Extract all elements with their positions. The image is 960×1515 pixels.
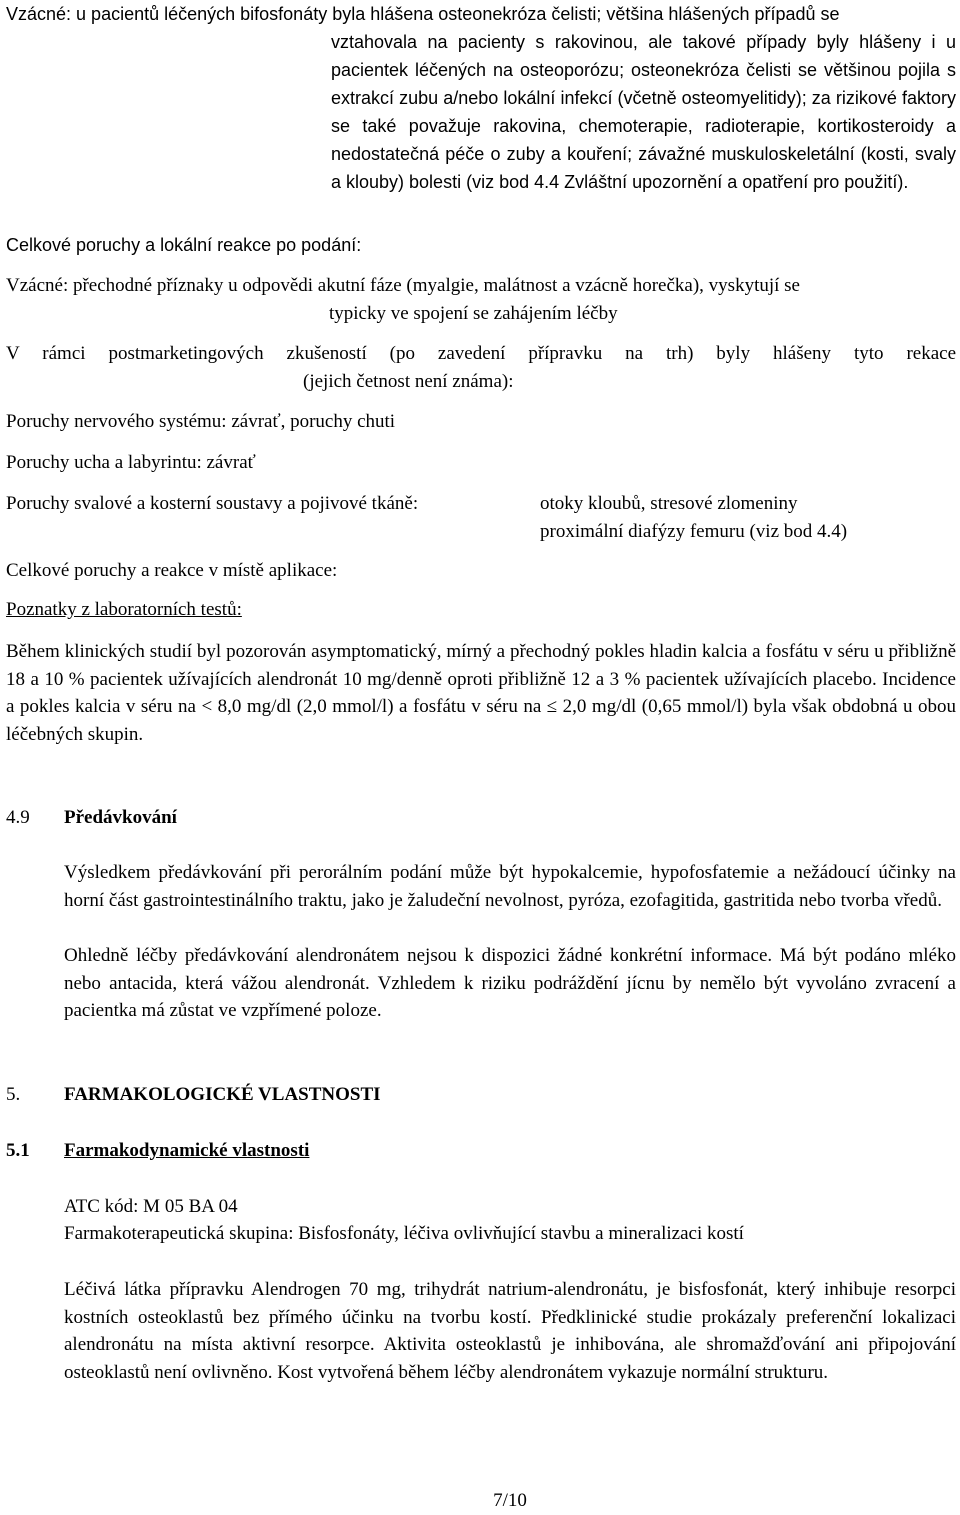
atc-code: ATC kód: M 05 BA 04 bbox=[64, 1196, 238, 1217]
musculoskeletal-line-2: proximální diafýzy femuru (viz bod 4.4) bbox=[540, 521, 848, 542]
nervous-system-line: Poruchy nervového systému: závrať, poruchy chuti bbox=[6, 411, 396, 432]
rare-jaw-paragraph bbox=[6, 0, 956, 196]
section-5-number: 5. bbox=[6, 1084, 21, 1105]
overdose-paragraph-2: Ohledně léčby předávkování alendronátem nejsou k dispozici žádné konkrétní informace. Má být podáno mléko nebo antacida, která vážou alendronát. Vzhledem k riziku podráždění jícnu by nemělo být vyvoláno zvracení a pacientka má zůstat ve vzpřímené poloze. bbox=[64, 945, 956, 1021]
postmarketing-rest: (jejich četnost není známa): bbox=[303, 370, 514, 392]
lab-findings-heading: Poznatky z laboratorních testů: bbox=[6, 599, 242, 620]
section-5-1-title: Farmakodynamické vlastnosti bbox=[64, 1140, 310, 1161]
pharmacotherapeutic-group: Farmakoterapeutická skupina: Bisfosfonáty, léčiva ovlivňující stavbu a mineralizaci kostí bbox=[64, 1223, 744, 1244]
overdose-title: Předávkování bbox=[64, 807, 177, 828]
site-reactions-line: Celkové poruchy a reakce v místě aplikace: bbox=[6, 560, 338, 581]
musculoskeletal-line-1: otoky kloubů, stresové zlomeniny bbox=[540, 493, 798, 514]
overdose-number: 4.9 bbox=[6, 807, 30, 828]
rare-acute-paragraph bbox=[6, 272, 956, 327]
postmarketing-lead: V rámci postmarketingových zkušeností (po zavedení přípravku na trh) byly hlášeny tyto rekace bbox=[6, 343, 956, 364]
general-reactions-heading: Celkové poruchy a lokální reakce po podání: bbox=[6, 235, 362, 255]
rare-jaw-rest: vztahovala na pacienty s rakovinou, ale takové případy byly hlášeny i u pacientek léčených na osteoporózu; osteonekróza čelisti se většinou pojila s extrakcí zubu a/nebo lokální infekcí (včetně osteomyelitidy); za rizikové faktory se také považuje rakovina, chemoterapie, radioterapie, kortikosteroidy a nedostatečná péče o zuby a kouření; závažné muskuloskeletální (kosti, svaly a klouby) bolesti (viz bod 4.4 Zvláštní upozornění a opatření pro použití). bbox=[331, 32, 956, 192]
mechanism-paragraph: Léčivá látka přípravku Alendrogen 70 mg, trihydrát natrium-alendronátu, je bisfosfonát, který inhibuje resorpci kostních osteoklastů bez přímého účinku na tvorbu kostí. Předklinické studie prokázaly preferenční lokalizaci alendronátu na místa aktivní resorpce. Aktivita osteoklastů je inhibována, ale shromažďování ani připojování osteoklastů není ovlivněno. Kost vytvořená během léčby alendronátem vykazuje normální strukturu. bbox=[64, 1279, 956, 1383]
postmarketing-paragraph bbox=[6, 340, 956, 395]
lab-findings-text: Během klinických studií byl pozorován asymptomatický, mírný a přechodný pokles hladin kalcia a fosfátu v séru u přibližně 18 a 10 % pacientek užívajících alendronát 10 mg/denně oproti přibližně 12 a 3 % pacientek užívajících placebo. Incidence a pokles kalcia v séru na < 8,0 mg/dl (2,0 mmol/l) a fosfátu v séru na ≤ 2,0 mg/dl (0,65 mmol/l) byla však obdobná u obou léčebných skupin. bbox=[6, 641, 956, 745]
rare-acute-lead: Vzácné: přechodné příznaky u odpovědi akutní fáze (myalgie, malátnost a vzácně horečka), vyskytují se bbox=[6, 275, 800, 296]
section-5-1-number: 5.1 bbox=[6, 1140, 30, 1161]
page-number: 7/10 bbox=[493, 1490, 527, 1511]
rare-acute-rest: typicky ve spojení se zahájením léčby bbox=[329, 302, 618, 324]
rare-jaw-lead: Vzácné: u pacientů léčených bifosfonáty byla hlášena osteonekróza čelisti; většina hlášených případů se bbox=[6, 4, 840, 24]
overdose-paragraph-1: Výsledkem předávkování při perorálním podání může být hypokalcemie, hypofosfatemie a nežádoucí účinky na horní část gastrointestinálního traktu, jako je žaludeční nevolnost, pyróza, ezofagitida, gastritida nebo tvorba vředů. bbox=[64, 862, 956, 911]
musculoskeletal-label: Poruchy svalové a kosterní soustavy a pojivové tkáně: bbox=[6, 493, 419, 514]
section-5-title: FARMAKOLOGICKÉ VLASTNOSTI bbox=[64, 1084, 381, 1105]
ear-line: Poruchy ucha a labyrintu: závrať bbox=[6, 452, 256, 473]
